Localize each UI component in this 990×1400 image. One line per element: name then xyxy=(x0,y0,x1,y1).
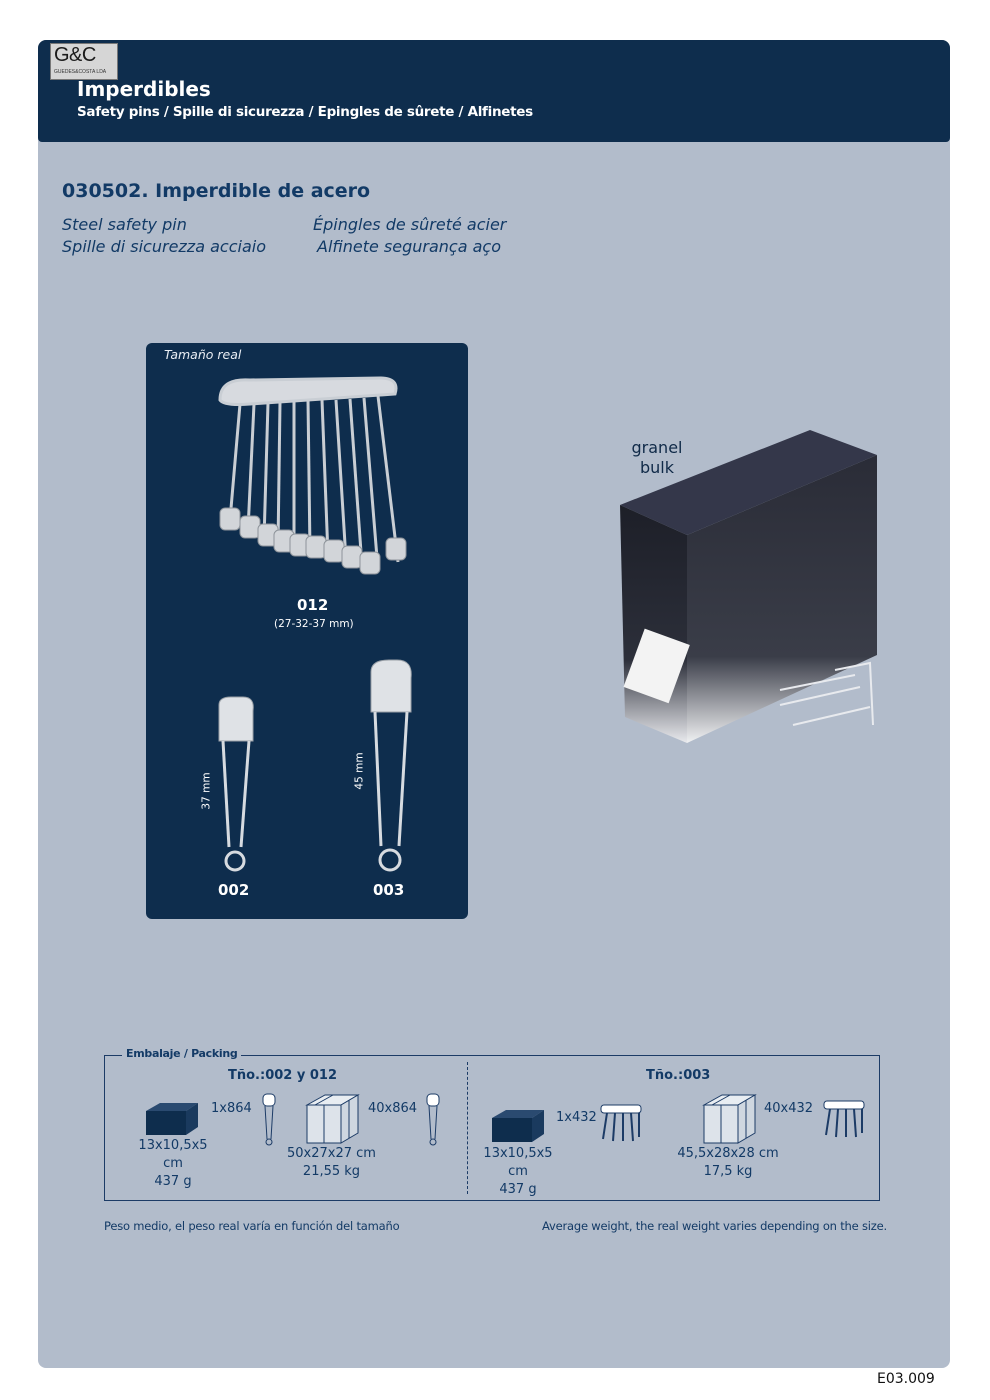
packing-label: Embalaje / Packing xyxy=(122,1047,241,1060)
code-012: 012 xyxy=(297,596,329,614)
case-weight-text: 17,5 kg xyxy=(703,1164,753,1179)
packing-left-unit-dims xyxy=(128,1137,218,1191)
bulk-box-image xyxy=(615,425,885,750)
pin-bundle-icon xyxy=(599,1101,643,1145)
packing-right-size-label: Tño.:003 xyxy=(646,1068,711,1083)
packing-left-size-label: Tño.:002 y 012 xyxy=(228,1068,337,1083)
unit-dims-text: 13x10,5x5 cm xyxy=(138,1138,208,1171)
translation-pt: Alfinete segurança aço xyxy=(317,237,501,256)
packing-left-case-qty: 40x864 xyxy=(368,1101,418,1116)
safety-pin-003-image xyxy=(367,660,417,876)
unit-dims-text: 13x10,5x5 cm xyxy=(483,1146,553,1179)
packing-right-unit-dims xyxy=(472,1145,564,1199)
small-box-icon xyxy=(146,1103,198,1135)
packing-right-case-qty: 40x432 xyxy=(764,1101,814,1116)
translation-en: Steel safety pin xyxy=(62,215,187,234)
small-box-icon xyxy=(492,1110,544,1142)
page-number: E03.009 xyxy=(877,1371,935,1387)
actual-size-label: Tamaño real xyxy=(164,347,242,362)
category-subtitle: Safety pins / Spille di sicurezza / Epingles de sûrete / Alfinetes xyxy=(77,104,533,120)
weight-note-en: Average weight, the real weight varies depending on the size. xyxy=(542,1219,887,1233)
code-002: 002 xyxy=(218,881,250,899)
case-box-icon xyxy=(702,1093,757,1145)
pin-bundle-icon xyxy=(822,1097,866,1141)
translation-fr: Épingles de sûreté acier xyxy=(313,215,507,234)
packing-right-unit-qty: 1x432 xyxy=(556,1110,597,1125)
translation-it: Spille di sicurezza acciaio xyxy=(62,237,266,256)
packing-right-case-dims xyxy=(674,1145,782,1181)
safety-pin-icon xyxy=(261,1093,277,1147)
case-weight-text: 21,55 kg xyxy=(302,1164,361,1179)
safety-pin-002-image xyxy=(215,697,257,875)
weight-note-es: Peso medio, el peso real varía en función del tamaño xyxy=(104,1219,400,1233)
company-logo xyxy=(50,43,118,80)
packing-divider xyxy=(467,1062,468,1194)
safety-pin-icon xyxy=(425,1093,441,1147)
packing-left-case-dims xyxy=(284,1145,379,1181)
packing-left-unit-qty: 1x864 xyxy=(211,1101,252,1116)
bulk-label-es: granel xyxy=(631,438,683,457)
category-title: Imperdibles xyxy=(77,77,211,101)
logo-subtext: GUEDES&COSTA LDA xyxy=(54,69,107,75)
unit-weight-text: 437 g xyxy=(154,1174,192,1189)
unit-weight-text: 437 g xyxy=(499,1182,537,1197)
safety-pin-bunch-image xyxy=(210,370,420,590)
case-dims-text: 45,5x28x28 cm xyxy=(677,1146,779,1161)
bulk-label-en: bulk xyxy=(639,458,674,477)
logo-text: G&C xyxy=(54,44,96,66)
case-box-icon xyxy=(305,1093,360,1145)
case-dims-text: 50x27x27 cm xyxy=(287,1146,376,1161)
length-003: 45 mm xyxy=(353,752,366,790)
code-003: 003 xyxy=(373,881,405,899)
length-002: 37 mm xyxy=(200,772,213,810)
product-title: 030502. Imperdible de acero xyxy=(62,180,371,202)
sizes-012: (27-32-37 mm) xyxy=(274,618,354,630)
